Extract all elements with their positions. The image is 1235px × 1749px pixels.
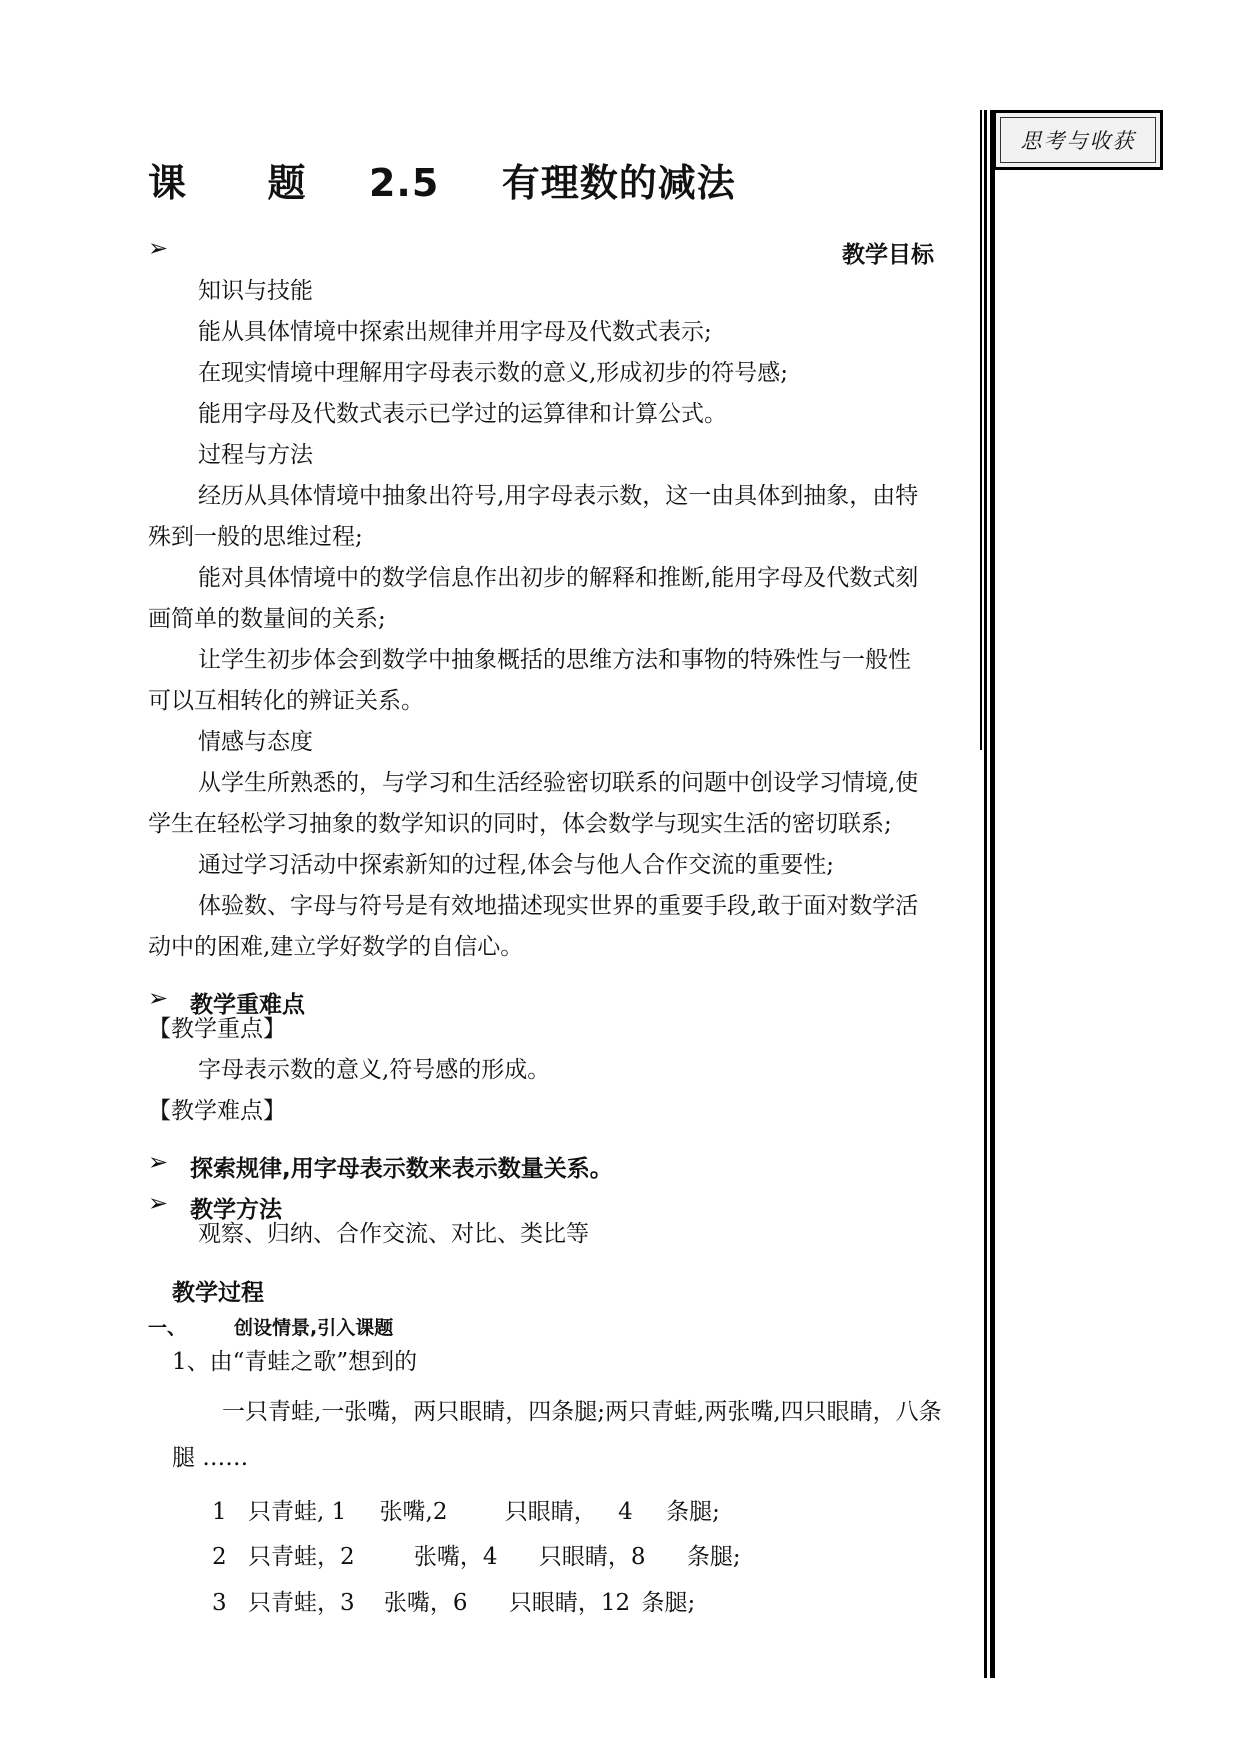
- paragraph: 让学生初步体会到数学中抽象概括的思维方法和事物的特殊性与一般性: [198, 647, 911, 673]
- table-row: 2 只青蛙，2 张嘴，4 只眼睛，8 条腿;: [212, 1544, 741, 1570]
- teaching-process-heading: 教学过程: [172, 1280, 264, 1306]
- objectives-heading: 教学目标: [842, 242, 934, 268]
- difficulty-label: 【教学难点】: [148, 1098, 286, 1124]
- margin-rule-outer: [990, 110, 995, 1678]
- method-text: 观察、归纳、合作交流、对比、类比等: [198, 1221, 589, 1247]
- paragraph: 可以互相转化的辨证关系。: [148, 688, 424, 714]
- key-point-text: 字母表示数的意义,符号感的形成。: [198, 1057, 551, 1083]
- emotion-heading: 情感与态度: [198, 729, 313, 755]
- notes-margin-label: [993, 110, 1163, 170]
- item-heading: 1、由“青蛙之歌”想到的: [172, 1349, 418, 1375]
- paragraph: 能对具体情境中的数学信息作出初步的解释和推断,能用字母及代数式刻: [198, 565, 919, 591]
- bullet-arrow-icon: ➢: [148, 984, 169, 1012]
- paragraph: 体验数、字母与符号是有效地描述现实世界的重要手段,敢于面对数学活: [198, 893, 919, 919]
- paragraph: 殊到一般的思维过程;: [148, 524, 363, 550]
- knowledge-heading: 知识与技能: [198, 278, 313, 304]
- paragraph: 一只青蛙,一张嘴，两只眼睛，四条腿;两只青蛙,两张嘴,四只眼睛，八条: [222, 1399, 942, 1425]
- process-heading: 过程与方法: [198, 442, 313, 468]
- paragraph: 画简单的数量间的关系;: [148, 606, 386, 632]
- page-title: [148, 152, 736, 207]
- paragraph: 学生在轻松学习抽象的数学知识的同时，体会数学与现实生活的密切联系;: [148, 811, 892, 837]
- bullet-arrow-icon: ➢: [148, 1189, 169, 1217]
- paragraph: 在现实情境中理解用字母表示数的意义,形成初步的符号感;: [198, 360, 789, 386]
- table-row: 1 只青蛙, 1 张嘴,2 只眼睛， 4 条腿;: [212, 1499, 720, 1525]
- key-heading: 教学重难点: [190, 992, 305, 1018]
- title-name: 有理数的减法: [501, 161, 736, 205]
- paragraph: 腿 ……: [172, 1445, 249, 1471]
- table-row: 3 只青蛙，3 张嘴，6 只眼睛，12 条腿;: [212, 1590, 696, 1616]
- title-part2: 题: [267, 161, 307, 205]
- margin-rule-inner: [984, 110, 987, 1678]
- paragraph: 从学生所熟悉的，与学习和生活经验密切联系的问题中创设学习情境,使: [198, 770, 919, 796]
- bullet-arrow-icon: ➢: [148, 1148, 169, 1176]
- paragraph: 动中的困难,建立学好数学的自信心。: [148, 934, 524, 960]
- step-number: 一、: [148, 1317, 187, 1339]
- title-part1: 课: [148, 161, 188, 205]
- key-point-label: 【教学重点】: [148, 1016, 286, 1042]
- notes-margin-label-text: 思考与收获: [1020, 129, 1136, 153]
- title-number: 2.5: [368, 161, 440, 205]
- step-title: 创设情景,引入课题: [234, 1317, 394, 1339]
- difficulty-text: 探索规律,用字母表示数来表示数量关系。: [190, 1156, 613, 1182]
- margin-rule-thin: [980, 110, 982, 750]
- paragraph: 能从具体情境中探索出规律并用字母及代数式表示;: [198, 319, 712, 345]
- method-heading: 教学方法: [190, 1197, 282, 1223]
- paragraph: 经历从具体情境中抽象出符号,用字母表示数，这一由具体到抽象，由特: [198, 483, 919, 509]
- bullet-arrow-icon: ➢: [148, 234, 169, 262]
- paragraph: 能用字母及代数式表示已学过的运算律和计算公式。: [198, 401, 727, 427]
- paragraph: 通过学习活动中探索新知的过程,体会与他人合作交流的重要性;: [198, 852, 835, 878]
